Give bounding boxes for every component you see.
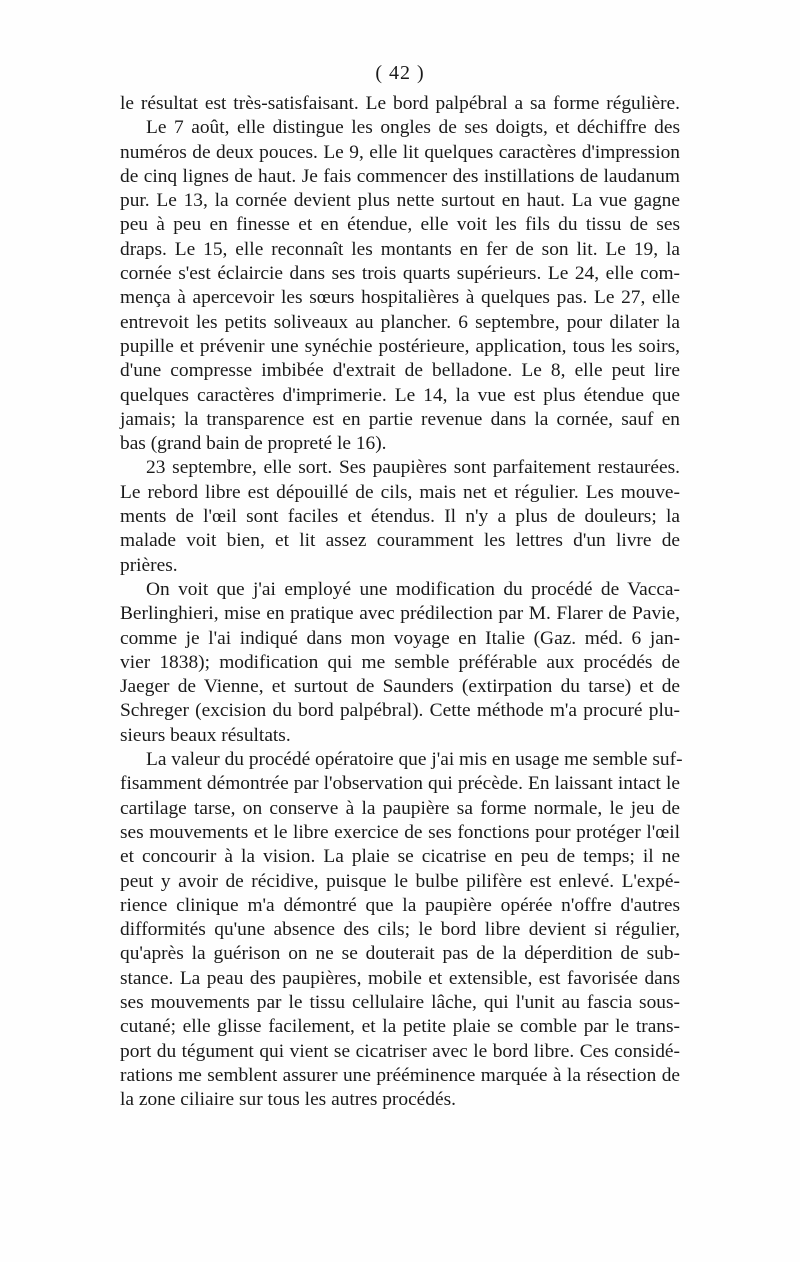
page-number: ( 42 ) (375, 62, 425, 84)
text-line: port du tégument qui vient se cicatriser avec le bord libre. Ces considé- (120, 1040, 680, 1062)
text-line: numéros de deux pouces. Le 9, elle lit quelques caractères d'impression (120, 141, 680, 163)
text-line: rience clinique m'a démontré que la paupière opérée n'offre d'autres (120, 894, 680, 916)
text-line: la zone ciliaire sur tous les autres procédés. (120, 1089, 456, 1111)
text-line: ses mouvements et le libre exercice de ses fonctions pour protéger l'œil (120, 821, 680, 843)
text-line: Le 7 août, elle distingue les ongles de ses doigts, et déchiffre des (146, 117, 680, 139)
text-line: le résultat est très-satisfaisant. Le bord palpébral a sa forme régulière. (120, 93, 680, 114)
text-line: mença à apercevoir les sœurs hospitalières à quelques pas. Le 27, elle (120, 287, 680, 309)
text-line: cartilage tarse, on conserve à la paupière sa forme normale, le jeu de (120, 797, 680, 819)
text-line: bas (grand bain de propreté le 16). (120, 433, 387, 455)
text-line: prières. (120, 554, 178, 576)
text-line: On voit que j'ai employé une modification du procédé de Vacca- (146, 578, 680, 600)
text-line: Jaeger de Vienne, et surtout de Saunders (extirpation du tarse) et de (120, 676, 680, 698)
text-line: cornée s'est éclaircie dans ses trois quarts supérieurs. Le 24, elle com- (120, 263, 680, 285)
text-line: sieurs beaux résultats. (120, 724, 291, 746)
text-line: malade voit bien, et lit assez couramment les lettres d'un livre de (120, 530, 680, 552)
text-line: rations me semblent assurer une prééminence marquée à la résection de (120, 1064, 680, 1086)
text-line: peut y avoir de récidive, puisque le bulbe pilifère est enlevé. L'expé- (120, 870, 680, 892)
text-line: pupille et prévenir une synéchie postérieure, application, tous les soirs, (120, 335, 680, 357)
text-line: draps. Le 15, elle reconnaît les montants en fer de son lit. Le 19, la (120, 238, 680, 260)
text-line: ments de l'œil sont faciles et étendus. Il n'y a plus de douleurs; la (120, 506, 680, 528)
text-line: La valeur du procédé opératoire que j'ai mis en usage me semble suf- (146, 749, 683, 771)
body-text (120, 92, 683, 1112)
text-line: vier 1838); modification qui me semble préférable aux procédés de (120, 651, 680, 673)
text-line: stance. La peau des paupières, mobile et extensible, est favorisée dans (120, 967, 680, 989)
text-line: Le rebord libre est dépouillé de cils, mais net et régulier. Les mouve- (120, 481, 680, 503)
text-line: Berlinghieri, mise en pratique avec prédilection par M. Flarer de Pavie, (120, 603, 680, 625)
text-line: cutané; elle glisse facilement, et la petite plaie se comble par le trans- (120, 1016, 680, 1038)
text-line: de cinq lignes de haut. Je fais commencer des instillations de laudanum (120, 165, 680, 187)
text-line: comme je l'ai indiqué dans mon voyage en Italie (Gaz. méd. 6 jan- (120, 627, 680, 649)
text-line: ses mouvements par le tissu cellulaire lâche, qui l'unit au fascia sous- (120, 991, 680, 1013)
text-line: peu à peu en finesse et en étendue, elle voit les fils du tissu de ses (120, 214, 680, 236)
text-line: fisamment démontrée par l'observation qui précède. En laissant intact le (120, 773, 680, 795)
text-line: pur. Le 13, la cornée devient plus nette surtout en haut. La vue gagne (120, 190, 680, 212)
text-line: quelques caractères d'imprimerie. Le 14, la vue est plus étendue que (120, 384, 680, 406)
text-line: d'une compresse imbibée d'extrait de belladone. Le 8, elle peut lire (120, 360, 680, 382)
text-line: entrevoit les petits soliveaux au plancher. 6 septembre, pour dilater la (120, 311, 680, 333)
text-line: difformités qu'une absence des cils; le bord libre devient si régulier, (120, 919, 680, 941)
text-line: Schreger (excision du bord palpébral). Cette méthode m'a procuré plu- (120, 700, 680, 722)
text-line: 23 septembre, elle sort. Ses paupières sont parfaitement restaurées. (146, 457, 680, 479)
text-line: et concourir à la vision. La plaie se cicatrise en peu de temps; il ne (120, 846, 680, 868)
text-line: qu'après la guérison on ne se douterait pas de la déperdition de sub- (120, 943, 680, 965)
text-line: jamais; la transparence est en partie revenue dans la cornée, sauf en (120, 408, 680, 430)
